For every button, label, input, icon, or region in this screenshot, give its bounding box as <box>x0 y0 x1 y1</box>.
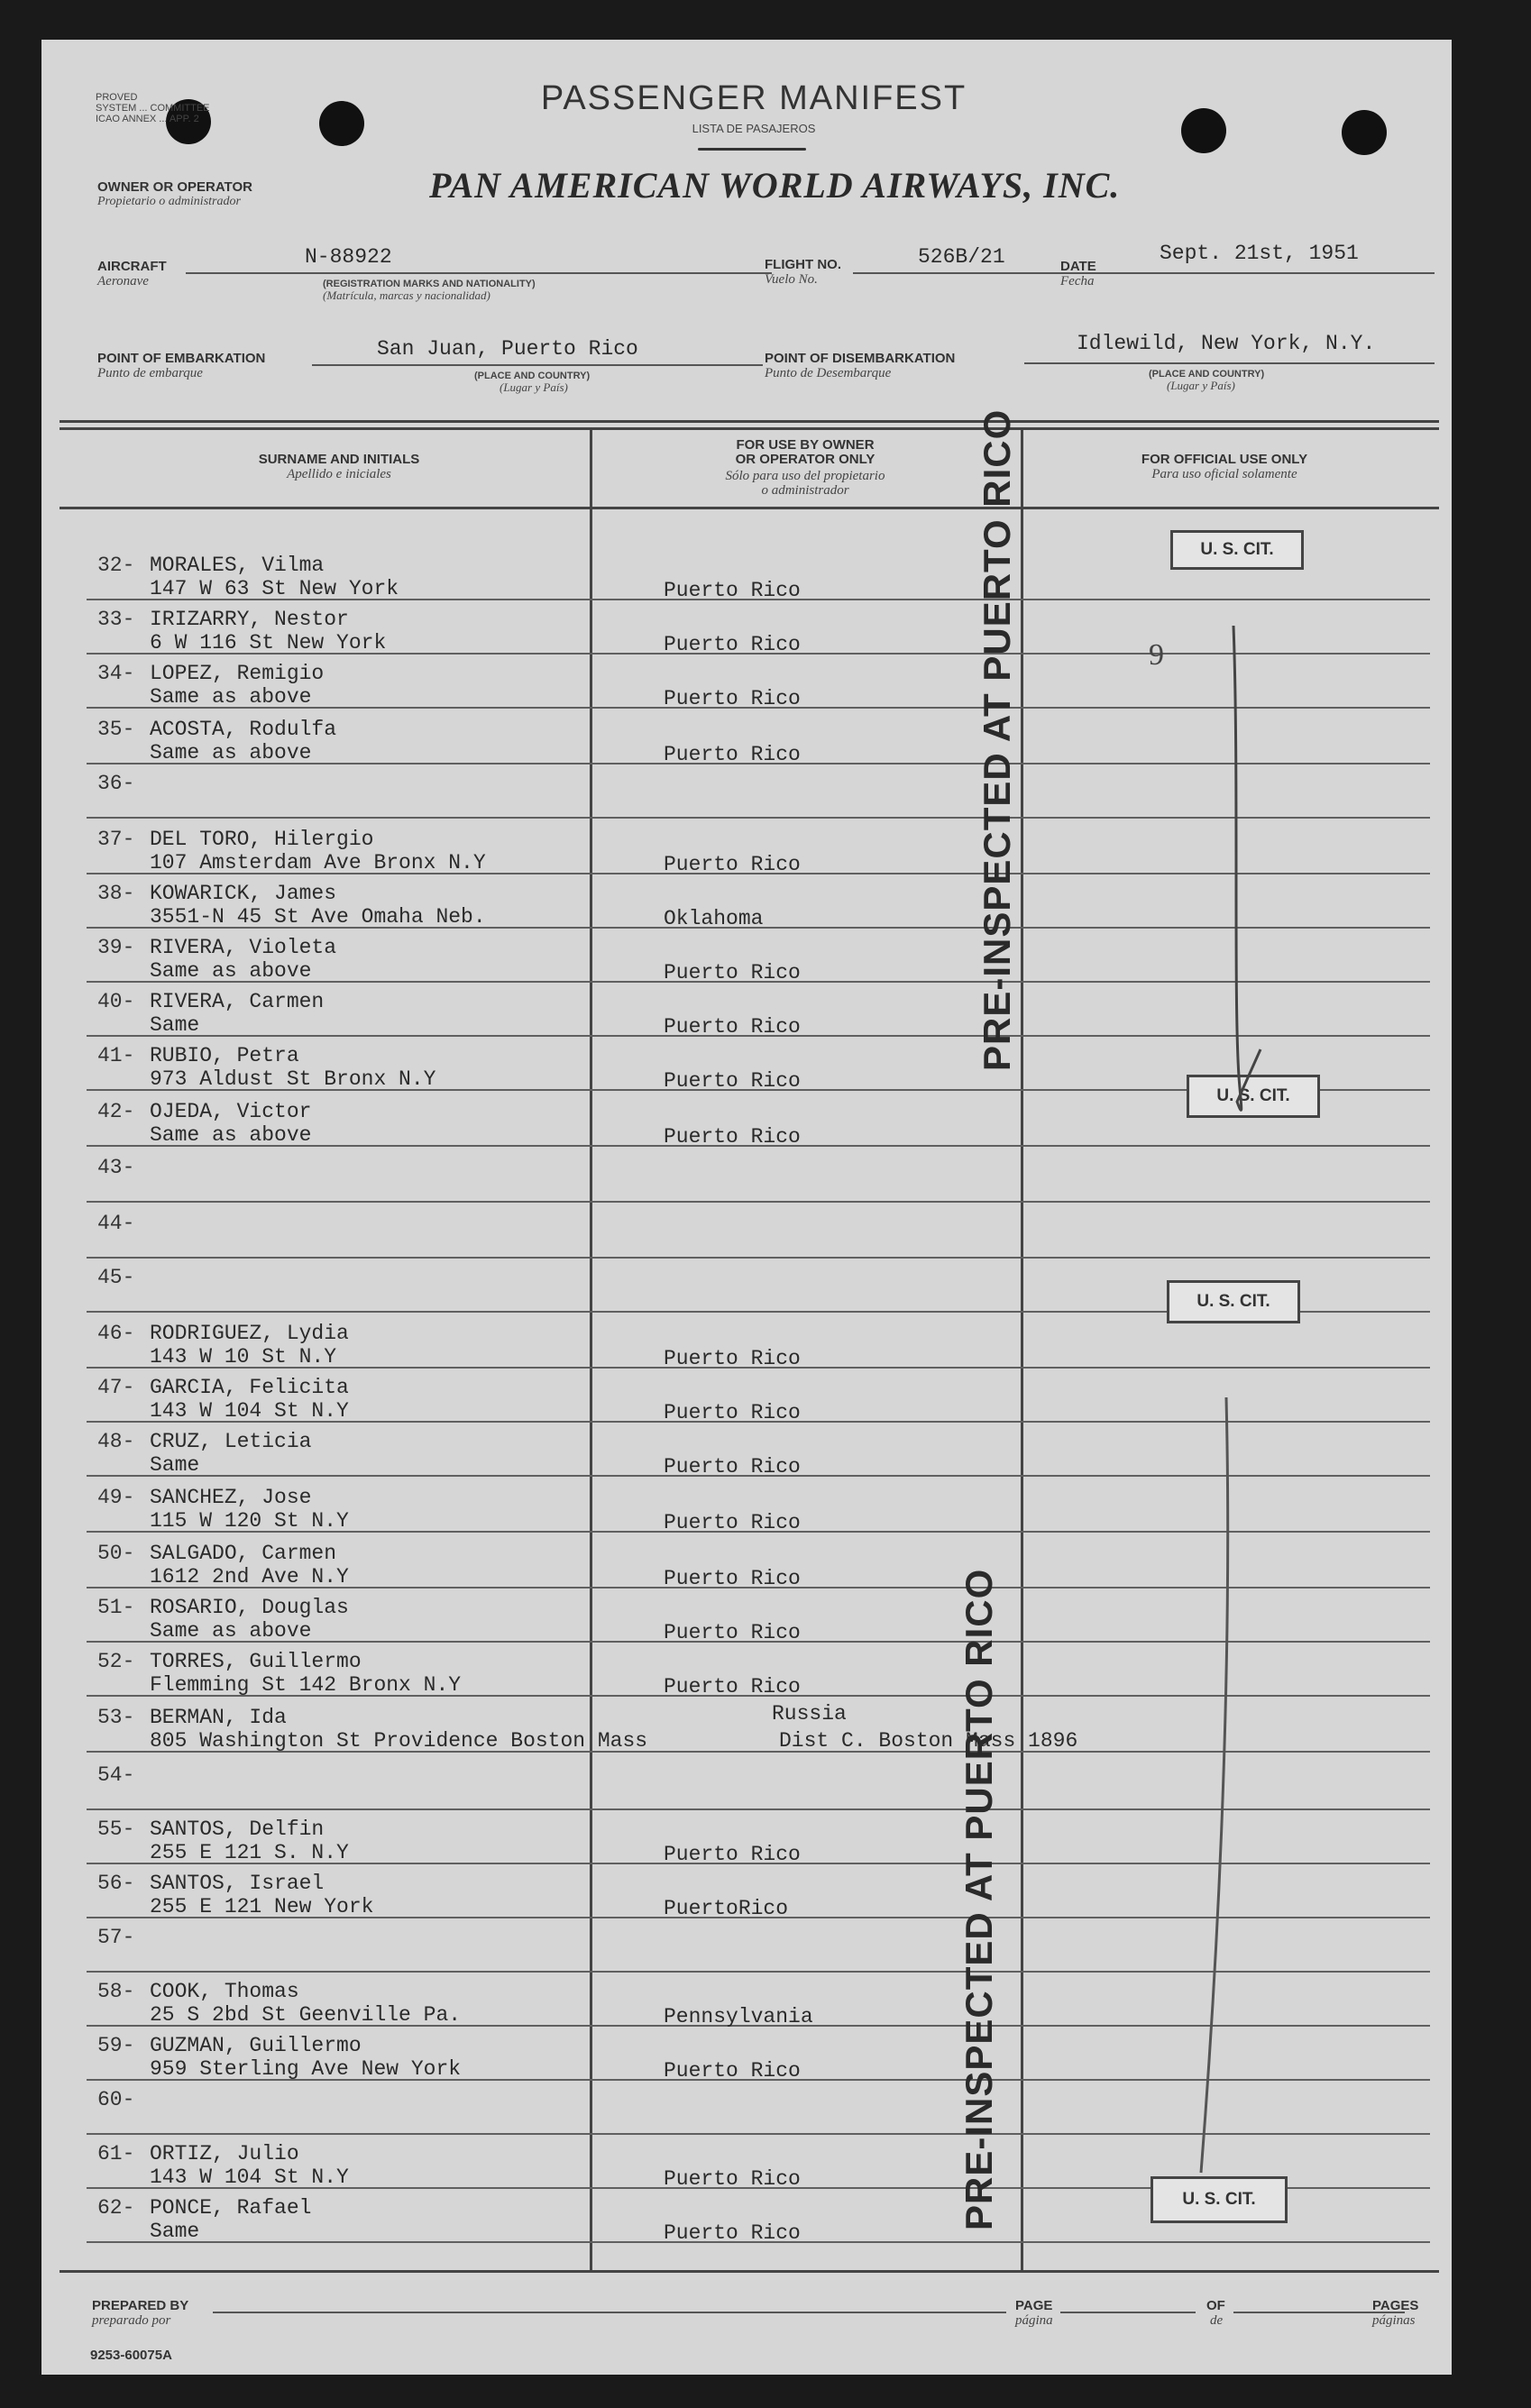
aircraft-label: AIRCRAFT <box>97 259 167 274</box>
passenger-origin: Puerto Rico <box>664 961 801 984</box>
col-header-owner-1: FOR USE BY OWNER <box>736 437 875 453</box>
passenger-origin: Puerto Rico <box>664 1401 801 1424</box>
row-number: 49- <box>97 1486 135 1509</box>
row-number: 32- <box>97 554 135 577</box>
passenger-address: 1612 2nd Ave N.Y <box>150 1565 349 1589</box>
passenger-origin: Puerto Rico <box>664 579 801 602</box>
date-value: Sept. 21st, 1951 <box>1160 242 1359 265</box>
passenger-name: ACOSTA, Rodulfa <box>150 718 337 741</box>
passenger-origin: Puerto Rico <box>664 1567 801 1590</box>
row-number: 60- <box>97 2088 135 2111</box>
passenger-name: BERMAN, Ida <box>150 1706 287 1729</box>
passenger-name: COOK, Thomas <box>150 1980 299 2003</box>
page-line <box>1060 2312 1196 2313</box>
row-number: 47- <box>97 1376 135 1399</box>
row-number: 41- <box>97 1044 135 1067</box>
row-number: 50- <box>97 1542 135 1565</box>
embark-label: POINT OF EMBARKATION <box>97 351 266 366</box>
passenger-name: GARCIA, Felicita <box>150 1376 349 1399</box>
passenger-origin: Puerto Rico <box>664 1843 801 1866</box>
manifest-sheet <box>41 40 1452 2375</box>
page-label: PAGE <box>1015 2298 1053 2313</box>
passenger-origin: Puerto Rico <box>664 743 801 766</box>
embark-label-es: Punto de embarque <box>97 366 203 380</box>
row-number: 55- <box>97 1817 135 1841</box>
row-number: 58- <box>97 1980 135 2003</box>
passenger-name: RIVERA, Violeta <box>150 936 337 959</box>
passenger-address: 255 E 121 New York <box>150 1895 374 1918</box>
owner-label: OWNER OR OPERATOR <box>97 179 252 195</box>
row-number: 36- <box>97 772 135 795</box>
disembark-label: POINT OF DISEMBARKATION <box>765 351 956 366</box>
row-number: 53- <box>97 1706 135 1729</box>
passenger-name: RUBIO, Petra <box>150 1044 299 1067</box>
table-top-rule-2 <box>60 427 1439 430</box>
page-label-es: página <box>1015 2313 1053 2328</box>
us-cit-stamp-2: U. S. CIT. <box>1187 1075 1320 1118</box>
row-number: 54- <box>97 1763 135 1787</box>
passenger-name: RIVERA, Carmen <box>150 990 325 1013</box>
row-number: 38- <box>97 882 135 905</box>
pre-inspected-stamp-2: PRE-INSPECTED AT PUERTO RICO <box>958 1568 1000 2230</box>
us-cit-stamp-1: U. S. CIT. <box>1170 530 1304 570</box>
of-label: OF <box>1206 2298 1225 2313</box>
row-number: 34- <box>97 662 135 685</box>
punch-hole-4 <box>1342 110 1387 155</box>
passenger-origin: Puerto Rico <box>664 1675 801 1698</box>
passenger-origin: Russia <box>772 1702 847 1726</box>
embark-place-note-es: (Lugar y País) <box>500 380 568 394</box>
us-cit-stamp-4: U. S. CIT. <box>1151 2176 1288 2223</box>
passenger-name: SANCHEZ, Jose <box>150 1486 312 1509</box>
passenger-address: 805 Washington St Providence Boston Mass <box>150 1729 648 1753</box>
approved-block <box>96 92 240 124</box>
date-line <box>1101 272 1435 274</box>
passenger-address: Same <box>150 1013 200 1037</box>
handwritten-nine: 9 <box>1149 638 1164 672</box>
flight-label-es: Vuelo No. <box>765 272 818 287</box>
passenger-name: SANTOS, Delfin <box>150 1817 325 1841</box>
registration-note: (REGISTRATION MARKS AND NATIONALITY) <box>323 279 536 289</box>
date-label-es: Fecha <box>1060 274 1095 288</box>
passenger-name: ORTIZ, Julio <box>150 2142 299 2165</box>
passenger-origin: PuertoRico <box>664 1897 789 1920</box>
embark-line <box>312 364 763 366</box>
pages-label-es: páginas <box>1372 2313 1416 2328</box>
passenger-name: IRIZARRY, Nestor <box>150 608 349 631</box>
row-number: 40- <box>97 990 135 1013</box>
passenger-name: RODRIGUEZ, Lydia <box>150 1322 349 1345</box>
row-number: 61- <box>97 2142 135 2165</box>
passenger-name: LOPEZ, Remigio <box>150 662 325 685</box>
check-line-2 <box>1201 1397 1228 2173</box>
embark-value: San Juan, Puerto Rico <box>377 337 638 361</box>
row-number: 59- <box>97 2034 135 2057</box>
passenger-name: MORALES, Vilma <box>150 554 325 577</box>
prepared-line <box>213 2312 1006 2313</box>
page-title-es: LISTA DE PASAJEROS <box>692 122 816 135</box>
passenger-name: ROSARIO, Douglas <box>150 1596 349 1619</box>
passenger-origin: Puerto Rico <box>664 687 801 710</box>
date-label: DATE <box>1060 259 1096 274</box>
passenger-origin: Puerto Rico <box>664 633 801 656</box>
passenger-address: 3551-N 45 St Ave Omaha Neb. <box>150 905 486 929</box>
passenger-address: 147 W 63 St New York <box>150 577 399 600</box>
passenger-address: Same <box>150 1453 200 1477</box>
passenger-name: DEL TORO, Hilergio <box>150 828 374 851</box>
col-header-official-es: Para uso oficial solamente <box>1151 467 1297 481</box>
passenger-address: Same as above <box>150 1619 312 1643</box>
passenger-origin: Puerto Rico <box>664 1455 801 1479</box>
row-number: 51- <box>97 1596 135 1619</box>
col-header-owner-2: OR OPERATOR ONLY <box>735 452 876 467</box>
passenger-origin: Puerto Rico <box>664 1511 801 1534</box>
row-number: 35- <box>97 718 135 741</box>
aircraft-value: N-88922 <box>305 245 392 269</box>
passenger-origin: Oklahoma <box>664 907 764 930</box>
passenger-address: 143 W 104 St N.Y <box>150 1399 349 1423</box>
passenger-origin: Puerto Rico <box>664 2167 801 2191</box>
us-cit-stamp-3: U. S. CIT. <box>1167 1280 1300 1323</box>
passenger-address: 255 E 121 S. N.Y <box>150 1841 349 1864</box>
row-number: 48- <box>97 1430 135 1453</box>
passenger-name: GUZMAN, Guillermo <box>150 2034 362 2057</box>
passenger-origin-detail: Dist C. Boston Mass 1896 <box>779 1729 1078 1753</box>
passenger-address: 6 W 116 St New York <box>150 631 387 655</box>
passenger-origin: Puerto Rico <box>664 1347 801 1370</box>
passenger-address: 959 Sterling Ave New York <box>150 2057 462 2081</box>
check-line-marks <box>1021 545 1435 2194</box>
form-number: 9253-60075A <box>90 2348 172 2363</box>
owner-value: PAN AMERICAN WORLD AIRWAYS, INC. <box>429 165 1121 206</box>
aircraft-label-es: Aeronave <box>97 274 149 288</box>
col-header-owner-es-1: Sólo para uso del propietario <box>725 469 885 483</box>
col-header-owner-es-2: o administrador <box>761 483 849 498</box>
approved-line-3: ICAO ANNEX ... APP. 2 <box>96 114 199 124</box>
passenger-origin: Puerto Rico <box>664 1621 801 1644</box>
passenger-name: TORRES, Guillermo <box>150 1650 362 1673</box>
row-number: 42- <box>97 1100 135 1123</box>
row-number: 56- <box>97 1872 135 1895</box>
punch-hole-3 <box>1181 108 1226 153</box>
row-number: 52- <box>97 1650 135 1673</box>
flight-value: 526B/21 <box>918 245 1005 269</box>
passenger-name: KOWARICK, James <box>150 882 337 905</box>
passenger-origin: Puerto Rico <box>664 1069 801 1093</box>
col-header-official: FOR OFFICIAL USE ONLY <box>1141 452 1308 467</box>
row-number: 62- <box>97 2196 135 2220</box>
disembark-value: Idlewild, New York, N.Y. <box>1077 332 1376 355</box>
disembark-place-note-es: (Lugar y País) <box>1167 379 1235 392</box>
passenger-origin: Pennsylvania <box>664 2005 813 2028</box>
disembark-place-note: (PLACE AND COUNTRY) <box>1149 369 1265 380</box>
owner-label-es: Propietario o administrador <box>97 195 241 208</box>
row-number: 46- <box>97 1322 135 1345</box>
flight-label: FLIGHT NO. <box>765 257 841 272</box>
col-header-surname-es: Apellido e iniciales <box>287 467 391 481</box>
passenger-address: 143 W 104 St N.Y <box>150 2165 349 2189</box>
row-number: 33- <box>97 608 135 631</box>
pre-inspected-stamp-1: PRE-INSPECTED AT PUERTO RICO <box>976 408 1018 1071</box>
passenger-name: CRUZ, Leticia <box>150 1430 312 1453</box>
prepared-label-es: preparado por <box>92 2313 171 2328</box>
passenger-name: SANTOS, Israel <box>150 1872 325 1895</box>
table-top-rule-1 <box>60 420 1439 423</box>
page-title: PASSENGER MANIFEST <box>540 79 967 117</box>
passenger-address: Same as above <box>150 959 312 983</box>
row-number: 44- <box>97 1212 135 1235</box>
col-header-surname: SURNAME AND INITIALS <box>258 452 420 467</box>
registration-note-es: (Matrícula, marcas y nacionalidad) <box>323 288 490 302</box>
approved-line-2: SYSTEM ... COMMITTEE <box>96 103 210 114</box>
passenger-address: 973 Aldust St Bronx N.Y <box>150 1067 436 1091</box>
row-number: 45- <box>97 1266 135 1289</box>
passenger-address: Same as above <box>150 1123 312 1147</box>
passenger-name: OJEDA, Victor <box>150 1100 312 1123</box>
disembark-line <box>1024 362 1435 364</box>
passenger-origin: Puerto Rico <box>664 853 801 876</box>
passenger-origin: Puerto Rico <box>664 1125 801 1149</box>
passenger-origin: Puerto Rico <box>664 2221 801 2245</box>
passenger-address: Same as above <box>150 685 312 709</box>
row-number: 37- <box>97 828 135 851</box>
passenger-origin: Puerto Rico <box>664 2059 801 2083</box>
passenger-address: Same as above <box>150 741 312 765</box>
passenger-name: PONCE, Rafael <box>150 2196 312 2220</box>
passenger-origin: Puerto Rico <box>664 1015 801 1039</box>
passenger-address: 115 W 120 St N.Y <box>150 1509 349 1533</box>
header-bottom-rule <box>60 507 1439 509</box>
passenger-address: 143 W 10 St N.Y <box>150 1345 337 1369</box>
title-underline <box>698 148 806 151</box>
row-number: 57- <box>97 1926 135 1949</box>
row-number: 39- <box>97 936 135 959</box>
passenger-address: 107 Amsterdam Ave Bronx N.Y <box>150 851 486 874</box>
footer-rule <box>60 2270 1439 2273</box>
passenger-name: SALGADO, Carmen <box>150 1542 337 1565</box>
check-line-1 <box>1233 626 1261 1110</box>
of-label-es: de <box>1210 2313 1224 2328</box>
pages-label: PAGES <box>1372 2298 1419 2313</box>
punch-hole-2 <box>319 101 364 146</box>
disembark-label-es: Punto de Desembarque <box>765 366 892 380</box>
approved-line-1: PROVED <box>96 92 138 103</box>
prepared-label: PREPARED BY <box>92 2298 189 2313</box>
embark-place-note: (PLACE AND COUNTRY) <box>474 371 591 381</box>
passenger-address: 25 S 2bd St Geenville Pa. <box>150 2003 462 2027</box>
passenger-address: Flemming St 142 Bronx N.Y <box>150 1673 462 1697</box>
passenger-address: Same <box>150 2220 200 2243</box>
row-number: 43- <box>97 1156 135 1179</box>
aircraft-line <box>186 272 772 274</box>
column-divider-1 <box>590 429 592 2270</box>
